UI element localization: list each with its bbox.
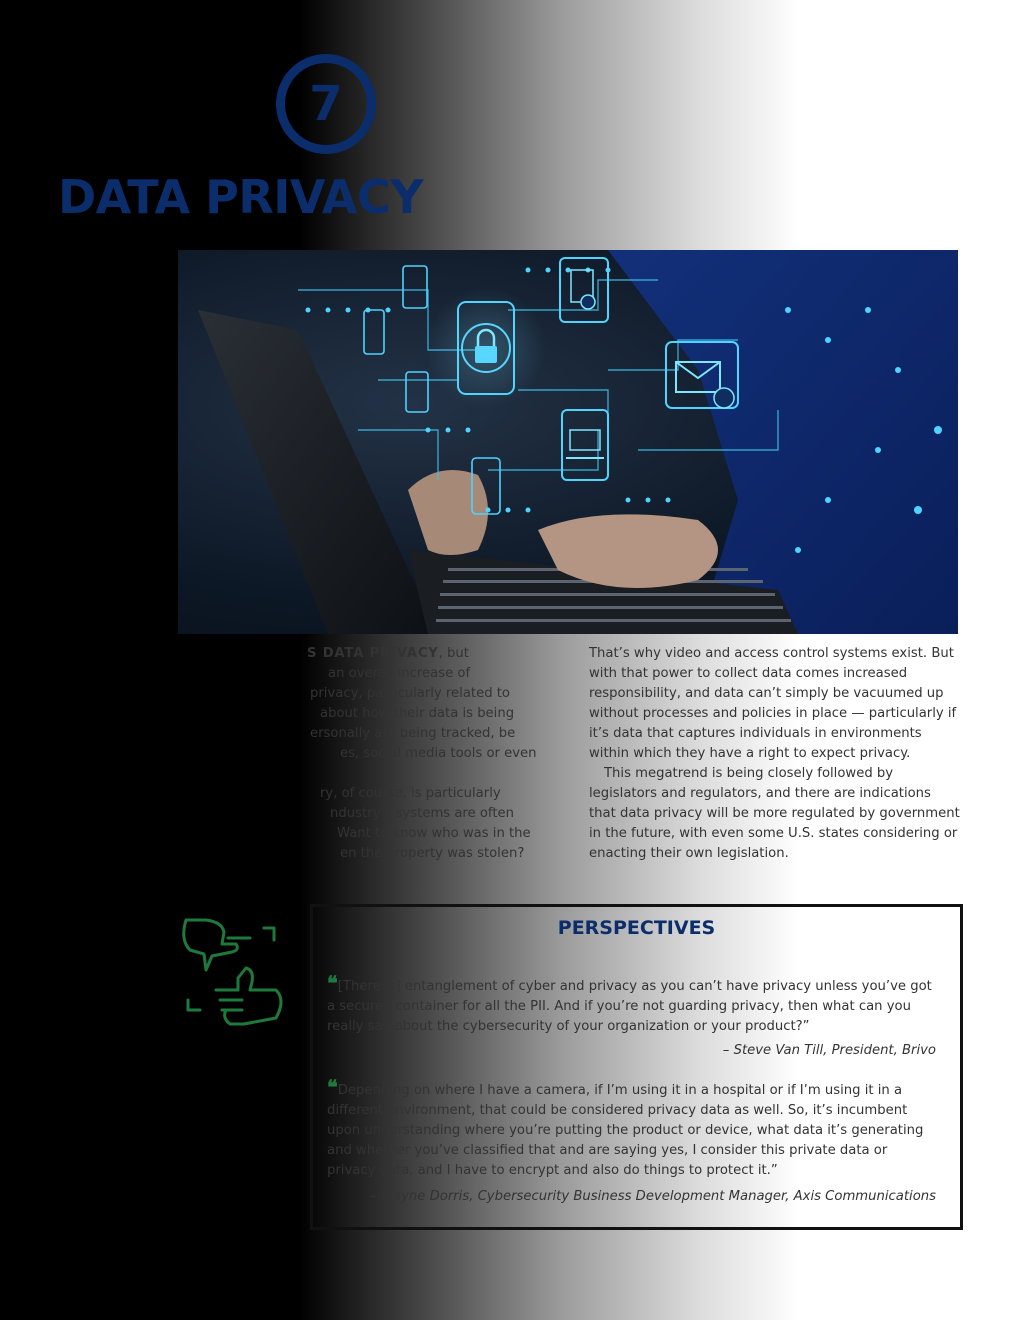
left-line-8: ndustry’s systems are often	[330, 806, 514, 821]
quote-1-attribution: – Steve Van Till, President, Brivo	[722, 1043, 936, 1058]
quote-2-text: Depending on where I have a camera, if I’m using it in a hospital or if I’m using it in a different environment, that could be considered privacy data as well. So, it’s incumbent upon understanding where you’re putting the product or device, what data it’s generating and whether you’ve classified that and are saying yes, I consider this private data or privacy data, and I have to encrypt and also do things to protect it.”	[327, 1083, 924, 1178]
left-line-10: en the property was stolen?	[340, 846, 525, 861]
page-title: DATA PRIVACY	[58, 170, 424, 224]
quote-2-attribution: – Wayne Dorris, Cybersecurity Business Development Manager, Axis Communications	[369, 1189, 936, 1204]
left-line-9: Want to know who was in the	[337, 826, 531, 841]
left-line-3: privacy, particularly related to	[310, 686, 511, 701]
left-line-2: an overall increase of	[328, 666, 471, 681]
quote-1-text: [There is] entanglement of cyber and privacy as you can’t have privacy unless you’ve got a secured container for all the PII. And if you’re not guarding privacy, then what can you really say about the cybersecurity of your organization or your product?”	[327, 979, 932, 1034]
quote-mark-icon: ❝	[327, 971, 338, 995]
quote-1	[327, 973, 933, 1037]
right-paragraph-2: This megatrend is being closely followed by legislators and regulators, and there are indications that data privacy will be more regulated by government in the future, with even some U.S. states considering or enacting their own legislation.	[589, 766, 960, 861]
left-line-5: ersonally are being tracked, be	[310, 726, 516, 741]
perspectives-box	[310, 904, 963, 1230]
section-number-badge	[276, 54, 376, 154]
right-paragraph-1: That’s why video and access control systems exist. But with that power to collect data comes increased responsibility, and data can’t simply be vacuumed up without processes and policies in place — particularly if it’s data that captures individuals in environments within which they have a right to expect privacy.	[589, 646, 957, 761]
section-number: 7	[309, 76, 343, 132]
quote-2	[327, 1077, 933, 1181]
left-line-6: es, social media tools or even	[340, 746, 537, 761]
quote-mark-icon: ❝	[327, 1075, 338, 1099]
left-line-7: ry, of course, is particularly	[320, 786, 501, 801]
left-line-4: about how their data is being	[320, 706, 515, 721]
thumbs-hands-icon	[176, 910, 288, 1030]
lead-in-bold: S DATA PRIVACY	[307, 646, 439, 661]
article-left-column: S DATA PRIVACY, but an overall increase of privacy, particularly related to about how their data is being ersonally are being tracked, be es, social media tools or even ry, of course, is particularly ndustry’s systems are often Want to know who was in the en the property was stolen?	[180, 644, 550, 864]
article-right-column	[589, 644, 961, 864]
hero-image	[178, 250, 958, 634]
perspectives-title: PERSPECTIVES	[557, 917, 716, 939]
laptop-lid	[198, 310, 438, 634]
document-lock-icon	[560, 258, 608, 322]
